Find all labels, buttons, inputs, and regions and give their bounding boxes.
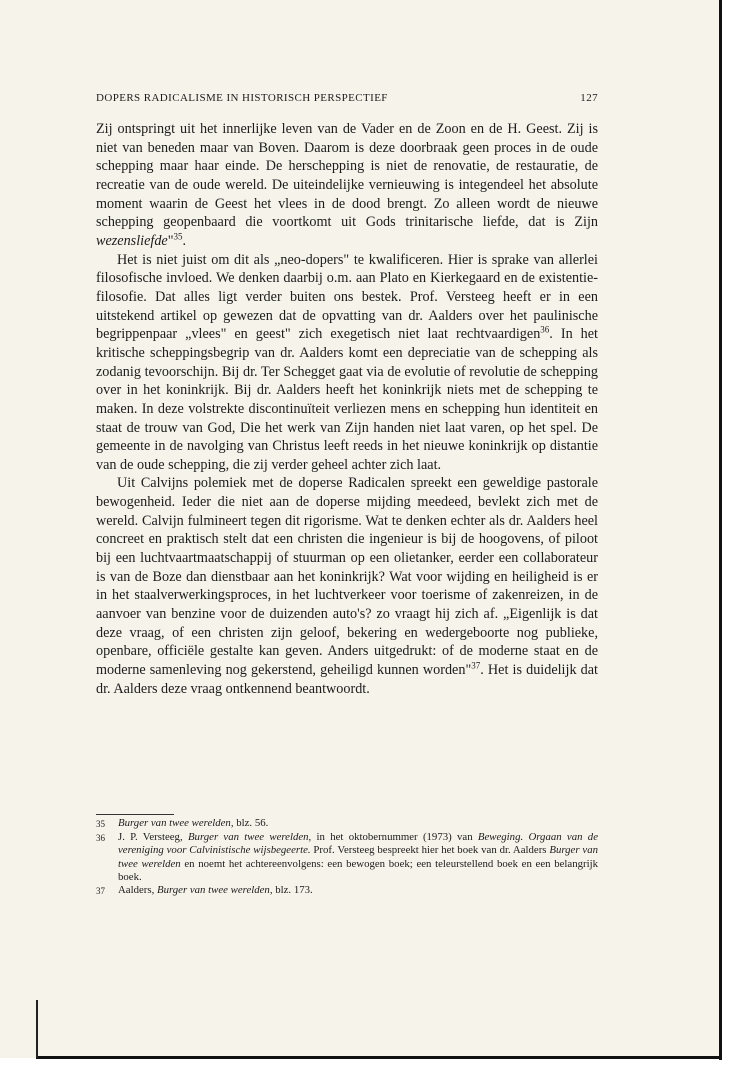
running-header — [96, 92, 598, 104]
paragraph-3: Uit Calvijns polemiek met de doperse Radicalen spreekt een geweldige pastorale bewogenheid. Ieder die niet aan de doperse mijding meedeed, bevlekt zich met de wereld. Calvijn fulmineert tegen dit rigorisme. Wat te denken echter als dr. Aalders heel concreet en praktisch stelt dat een christen die ingenieur is bij de hoogovens, of piloot bij een luchtvaartmaatschappij of stuurman op een olietanker, eerder een collaborateur is van de Boze dan dienstbaar aan het koninkrijk? Wat voor wijding en heiligheid is er in het staalverwerkingsproces, in het luchtverkeer voor toerisme of zakenreizen, in de aanvoer van benzine voor de duizenden auto's? zo vraagt hij zich af. „Eigenlijk is dat deze vraag, of een christen zijn geloof, bekering en wedergeboorte nog publieke, openbare, officiële gestalte kan geven. Anders uitgedrukt: of de moderne staat en de moderne samenleving nog gekerstend, geheiligd kunnen worden"$^{37}$. Het is duidelijk dat dr. Aalders deze vraag ontkennend beantwoordt. — [96, 475, 598, 697]
footnote-ref-37[interactable]: 37 — [471, 660, 481, 671]
footnote-rule — [96, 814, 174, 815]
footnote-36: 36 J. P. Versteeg, Burger van twee werelden, in het oktobernummer (1973) van Beweging. Orgaan van de vereniging voor Calvinistische wijsbegeerte. Prof. Versteeg bespreekt hier het boek van dr. Aalders Burger van twee werelden en noemt het achtereenvolgens: een bewogen boek; een teleurstellend boek en een belangrijk boek. — [96, 831, 598, 883]
running-title: DOPERS RADICALISME IN HISTORISCH PERSPECTIEF — [96, 92, 388, 104]
footnotes — [96, 817, 598, 898]
paragraph-2: Het is niet juist om dit als „neo-dopers" te kwalificeren. Hier is sprake van allerlei filosofische invloed. We denken daarbij o.m. aan Plato en Kierkegaard en de existentie-filosofie. Dat alles ligt verder buiten ons bestek. Prof. Versteeg heeft er in een uitstekend artikel op gewezen dat de opvatting van dr. Aalders over het paulinische begrippenpaar „vlees" en geest" zich exegetisch niet laat rechtvaardigen$^{36}$. In het kritische scheppingsbegrip van dr. Aalders komt een depreciatie van de schepping als zodanig tevoorschijn. Bij dr. Ter Schegget gaat via de evolutie of revolutie de schepping over in het koninkrijk. Bij dr. Aalders heeft het koninkrijk niets met de schepping te maken. In deze volstrekte discontinuïteit verliezen mens en schepping hun identiteit en staat de trouw van God, Die het werk van Zijn handen niet laat varen, op het spel. De gemeente in de navolging van Christus leeft reeds in het nieuwe koninkrijk op distantie van de oude schepping, die zij verder geheel achter zich laat. — [96, 251, 599, 473]
page-edge-shadow-bottom — [36, 1056, 722, 1059]
body-text — [96, 120, 598, 698]
footnote-ref-36[interactable]: 36 — [540, 324, 550, 335]
page-edge-shadow-left — [36, 1000, 38, 1058]
footnote-ref-35[interactable]: 35 — [173, 231, 183, 242]
page-number: 127 — [580, 92, 598, 104]
paragraph-1: Zij ontspringt uit het innerlijke leven van de Vader en de Zoon en de H. Geest. Zij is niet van beneden maar van Boven. Daarom is deze doorbraak geen proces in de oude schepping maar haar einde. De herschepping is niet de renovatie, de restauratie, de recreatie van de oude wereld. De uiteindelijke vernieuwing is integendeel het absolute moment waarin de Geest het vlees in de dood brengt. Zo alleen wordt de nieuwe schepping geopenbaard die voortkomt uit Gods trinitarische liefde, dat is Zijn wezensliefde"$^{35}$. — [96, 121, 598, 249]
footnote-37: 37 Aalders, Burger van twee werelden, blz. 173. — [96, 884, 313, 897]
footnote-35: 35 Burger van twee werelden, blz. 56. — [96, 817, 269, 829]
page-edge-shadow-right — [719, 0, 722, 1060]
